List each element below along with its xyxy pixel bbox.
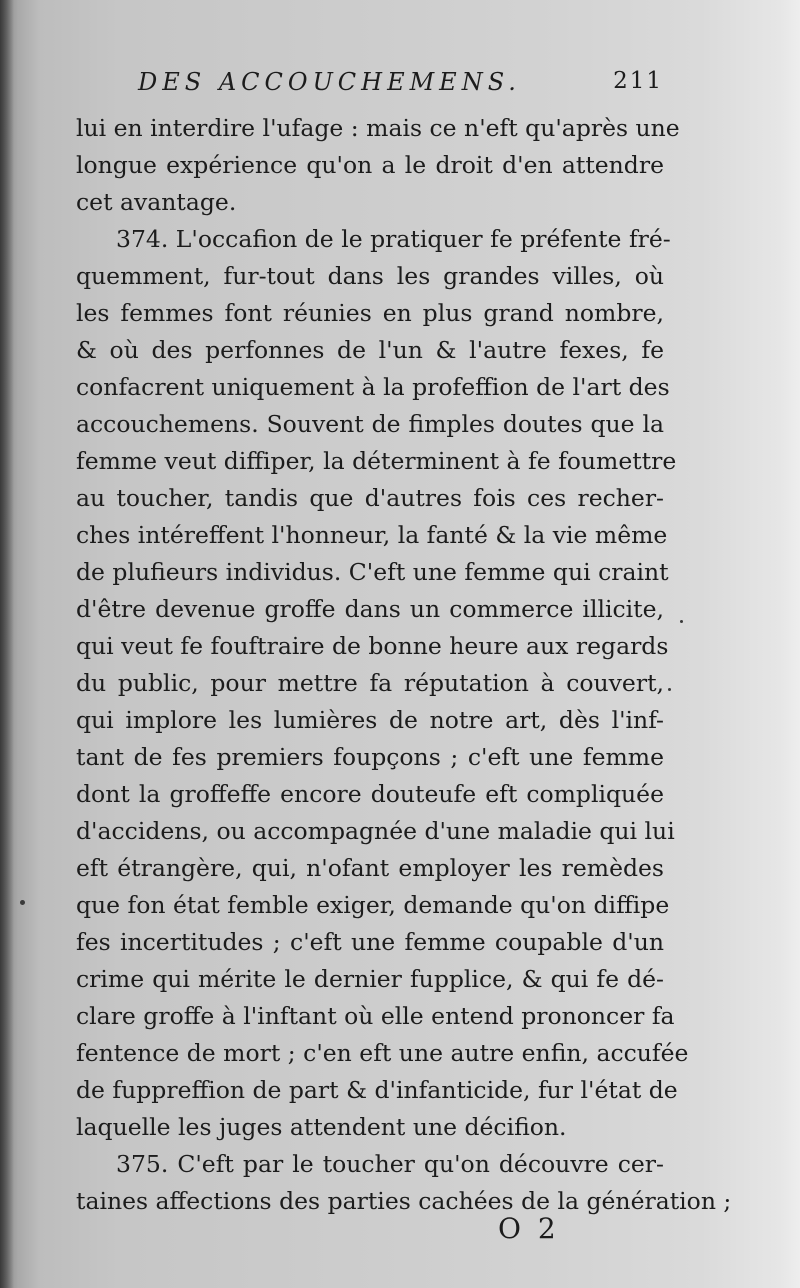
text-line: au toucher, tandis que d'autres fois ces recher- [76,484,664,512]
text-line: fes incertitudes ; c'eft une femme coupable d'un [76,928,664,956]
text-line: qui veut fe fouftraire de bonne heure aux regards [76,632,669,660]
text-line: de plufieurs individus. C'eft une femme qui craint [76,558,669,586]
text-line: & où des perfonnes de l'un & l'autre fexes, fe [76,336,664,364]
text-line: cet avantage. [76,188,237,216]
text-line: d'accidens, ou accompagnée d'une maladie qui lui [76,817,675,845]
text-line: clare groffe à l'inftant où elle entend prononcer fa [76,1002,675,1030]
running-head: DES ACCOUCHEMENS. [138,68,521,96]
text-line: laquelle les juges attendent une décifion. [76,1113,567,1141]
text-line: crime qui mérite le dernier fupplice, & qui fe dé- [76,965,664,993]
text-line: qui implore les lumières de notre art, dès l'inf- [76,706,664,734]
text-line: taines affections des parties cachées de la génération ; [76,1187,732,1215]
text-line: eft étrangère, qui, n'ofant employer les remèdes [76,854,664,882]
text-line: d'être devenue groffe dans un commerce illicite, [76,595,664,623]
ink-speck [668,688,671,691]
text-line: les femmes font réunies en plus grand nombre, [76,299,664,327]
paragraph-374-start: 374. L'occafion de le pratiquer fe préfente fré- [116,225,671,253]
text-line: dont la groffeffe encore douteufe eft compliquée [76,780,664,808]
text-line: lui en interdire l'ufage : mais ce n'eft qu'après une [76,114,680,142]
page-header [138,62,663,102]
text-line: de fuppreffion de part & d'infanticide, fur l'état de [76,1076,678,1104]
gutter-shadow [0,0,14,1288]
text-line: ches intéreffent l'honneur, la fanté & la vie même [76,521,668,549]
text-line: fentence de mort ; c'en eft une autre enfin, accufée [76,1039,689,1067]
paragraph-375-start: 375. C'eft par le toucher qu'on découvre cer- [116,1150,664,1178]
page-number: 211 [613,68,663,94]
text-line: longue expérience qu'on a le droit d'en attendre [76,151,664,179]
text-line: accouchemens. Souvent de fimples doutes que la [76,410,664,438]
signature-mark: O 2 [498,1212,560,1245]
ink-speck [20,900,25,905]
text-line: tant de fes premiers foupçons ; c'eft une femme [76,743,664,771]
text-line: confacrent uniquement à la profeffion de l'art des [76,373,670,401]
text-line: du public, pour mettre fa réputation à couvert, [76,669,664,697]
body-text [76,110,732,1220]
text-line: quemment, fur-tout dans les grandes villes, où [76,262,664,290]
text-line: que fon état femble exiger, demande qu'on diffipe [76,891,670,919]
text-line: femme veut diffiper, la déterminent à fe foumettre [76,447,677,475]
ink-speck [680,620,683,623]
